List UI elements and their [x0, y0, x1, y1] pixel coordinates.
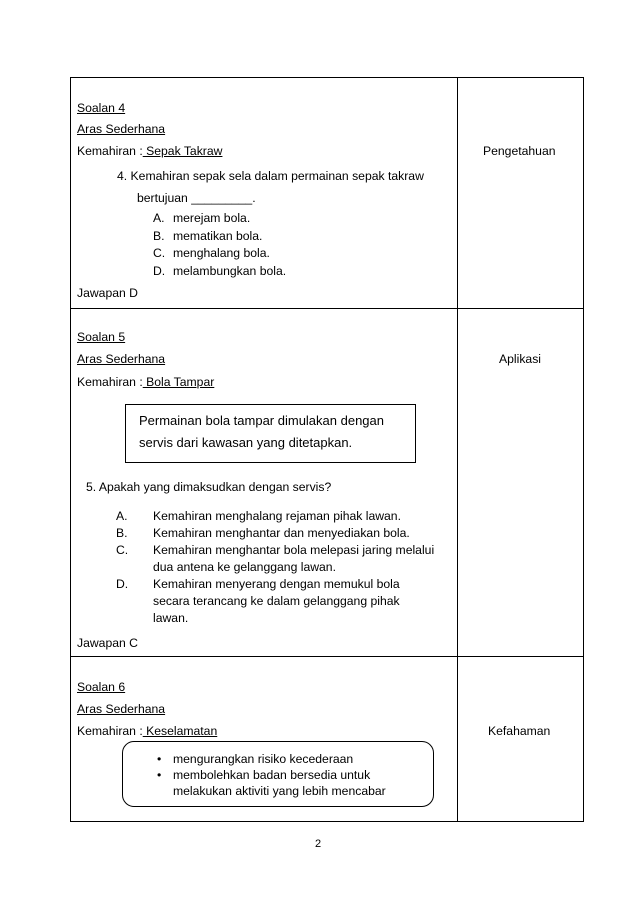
q6-kemahiran-label: Kemahiran : [77, 724, 143, 738]
q6-bullet-item-cont: melakukan aktiviti yang lebih mencabar [173, 784, 386, 798]
q5-aras-label: Aras Sederhana [77, 352, 166, 366]
q4-option [153, 264, 287, 279]
q4-option [153, 246, 270, 261]
page-number: 2 [315, 838, 322, 850]
q4-option [153, 211, 251, 226]
q5-answer: Jawapan C [77, 636, 138, 650]
q5-option-text: dua antena ke gelanggang lawan. [153, 560, 336, 574]
q4-question-stem: 4. Kemahiran sepak sela dalam permainan sepak takraw [117, 169, 424, 183]
q5-option-text: lawan. [153, 611, 189, 625]
q4-kemahiran-value: Sepak Takraw [142, 144, 223, 158]
table-row-divider [70, 656, 584, 657]
q4-question-stem-cont: bertujuan _________. [137, 191, 256, 205]
q5-callout-box [125, 404, 416, 463]
q5-option-letter: C. [116, 543, 129, 557]
q5-soalan-heading: Soalan 5 [77, 330, 126, 344]
q4-aras-label: Aras Sederhana [77, 122, 166, 136]
q4-option-text: mematikan bola. [173, 229, 263, 243]
q5-kemahiran-label: Kemahiran : [77, 375, 143, 389]
q6-kemahiran [77, 724, 217, 739]
q4-option-text: melambungkan bola. [173, 264, 287, 278]
table-column-divider [457, 77, 458, 822]
q4-option-letter: B. [153, 229, 165, 243]
q5-option-text: Kemahiran menghalang rejaman pihak lawan. [153, 509, 401, 523]
table-border-right [583, 77, 584, 822]
q5-option-text: Kemahiran menyerang dengan memukul bola [153, 577, 400, 591]
table-border-left [70, 77, 71, 822]
q4-option-text: merejam bola. [173, 211, 251, 225]
q5-option-text: Kemahiran menghantar dan menyediakan bola. [153, 526, 410, 540]
table-border-top [70, 77, 584, 78]
q5-kemahiran-value: Bola Tampar [142, 375, 215, 389]
q6-category: Kefahaman [488, 724, 551, 738]
q4-category: Pengetahuan [483, 144, 556, 158]
q4-option-letter: A. [153, 211, 165, 225]
q5-question-stem: 5. Apakah yang dimaksudkan dengan servis? [86, 480, 332, 494]
q4-answer: Jawapan D [77, 286, 138, 300]
q6-soalan-heading: Soalan 6 [77, 680, 126, 694]
q4-soalan-heading: Soalan 4 [77, 101, 126, 115]
q5-option-letter: B. [116, 526, 128, 540]
q6-bullet-item: • membolehkan badan bersedia untuk [173, 768, 370, 783]
table-row-divider [70, 308, 584, 309]
q5-callout-text: Permainan bola tampar dimulakan dengan [139, 413, 384, 428]
q4-option [153, 229, 263, 244]
q6-kemahiran-value: Keselamatan [142, 724, 218, 738]
q6-bullet-item: • mengurangkan risiko kecederaan [173, 752, 353, 767]
table-border-bottom [70, 821, 584, 822]
q4-option-letter: C. [153, 246, 166, 260]
q5-option-text: secara terancang ke dalam gelanggang pihak [153, 594, 400, 608]
q5-option-text: Kemahiran menghantar bola melepasi jaring melalui [153, 543, 435, 557]
q5-option-letter: D. [116, 577, 129, 591]
q4-option-letter: D. [153, 264, 166, 278]
q5-category: Aplikasi [499, 352, 541, 366]
q4-kemahiran-label: Kemahiran : [77, 144, 143, 158]
q5-kemahiran [77, 375, 214, 390]
q5-option-letter: A. [116, 509, 128, 523]
q6-aras-label: Aras Sederhana [77, 702, 166, 716]
q4-kemahiran [77, 144, 222, 159]
q5-callout-text: servis dari kawasan yang ditetapkan. [139, 435, 353, 450]
q4-option-text: menghalang bola. [173, 246, 270, 260]
